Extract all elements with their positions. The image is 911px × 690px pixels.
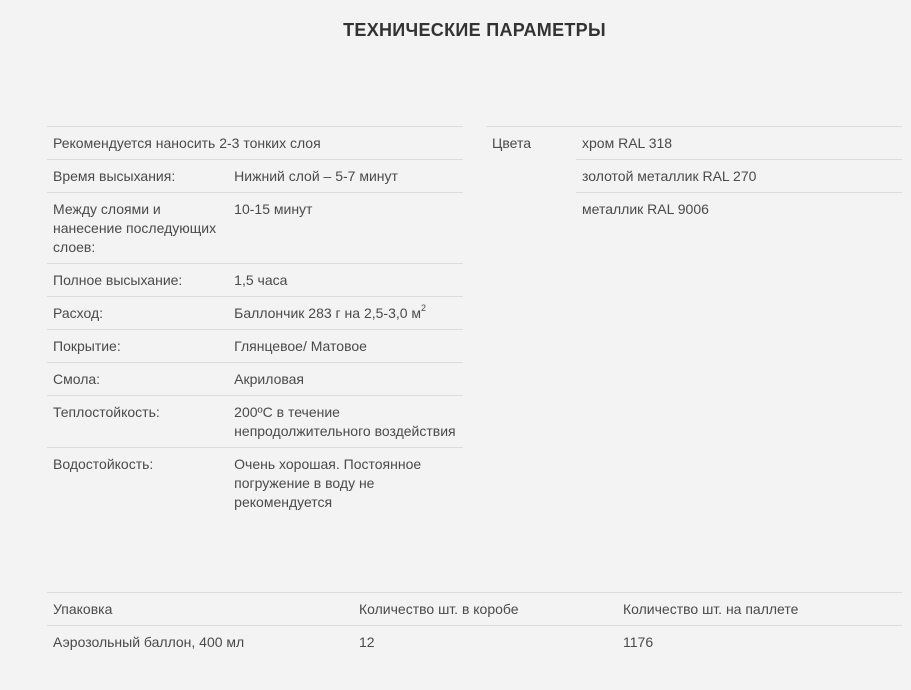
parameters-table: [47, 126, 463, 518]
table-row: [47, 297, 463, 330]
color-item: металлик RAL 9006: [576, 193, 902, 226]
param-value: [228, 297, 463, 330]
param-value: Акриловая: [228, 363, 463, 396]
param-value: Нижний слой – 5-7 минут: [228, 160, 463, 193]
table-row: [47, 363, 463, 396]
table-row: [47, 193, 463, 264]
param-label: Смола:: [47, 363, 228, 396]
colors-label: Цвета: [486, 127, 576, 160]
param-value-superscript: 2: [421, 303, 427, 313]
param-label: Теплостойкость:: [47, 396, 228, 448]
param-label: Время высыхания:: [47, 160, 228, 193]
param-label: Водостойкость:: [47, 448, 228, 519]
table-row: [47, 127, 463, 160]
table-row: [47, 396, 463, 448]
param-label: Рекомендуется наносить 2-3 тонких слоя: [47, 127, 463, 160]
table-cell: 1176: [617, 626, 902, 659]
param-label: Между слоями и нанесение последующих слоев:: [47, 193, 228, 264]
param-value: 200ºC в течение непродолжительного воздействия: [228, 396, 463, 448]
param-value: Очень хорошая. Постоянное погружение в воду не рекомендуется: [228, 448, 463, 519]
column-header: Упаковка: [47, 593, 353, 626]
param-value: 10-15 минут: [228, 193, 463, 264]
column-header: Количество шт. в коробе: [353, 593, 617, 626]
table-row: [486, 193, 902, 226]
table-row: [47, 330, 463, 363]
param-label: Расход:: [47, 297, 228, 330]
param-value: 1,5 часа: [228, 264, 463, 297]
param-label: Полное высыхание:: [47, 264, 228, 297]
param-label: Покрытие:: [47, 330, 228, 363]
table-row: [486, 160, 902, 193]
table-cell: Аэрозольный баллон, 400 мл: [47, 626, 353, 659]
column-header: Количество шт. на паллете: [617, 593, 902, 626]
table-row: [47, 160, 463, 193]
color-item: хром RAL 318: [576, 127, 902, 160]
param-value: Глянцевое/ Матовое: [228, 330, 463, 363]
table-row: [47, 264, 463, 297]
table-header-row: [47, 593, 902, 626]
packaging-table: [47, 592, 902, 658]
table-row: [486, 127, 902, 160]
colors-table: [486, 126, 902, 225]
table-row: [47, 448, 463, 519]
color-item: золотой металлик RAL 270: [576, 160, 902, 193]
param-value-text: Баллончик 283 г на 2,5-3,0 м: [234, 305, 422, 321]
table-row: [47, 626, 902, 659]
table-cell: 12: [353, 626, 617, 659]
page-title: ТЕХНИЧЕСКИЕ ПАРАМЕТРЫ: [343, 20, 606, 40]
